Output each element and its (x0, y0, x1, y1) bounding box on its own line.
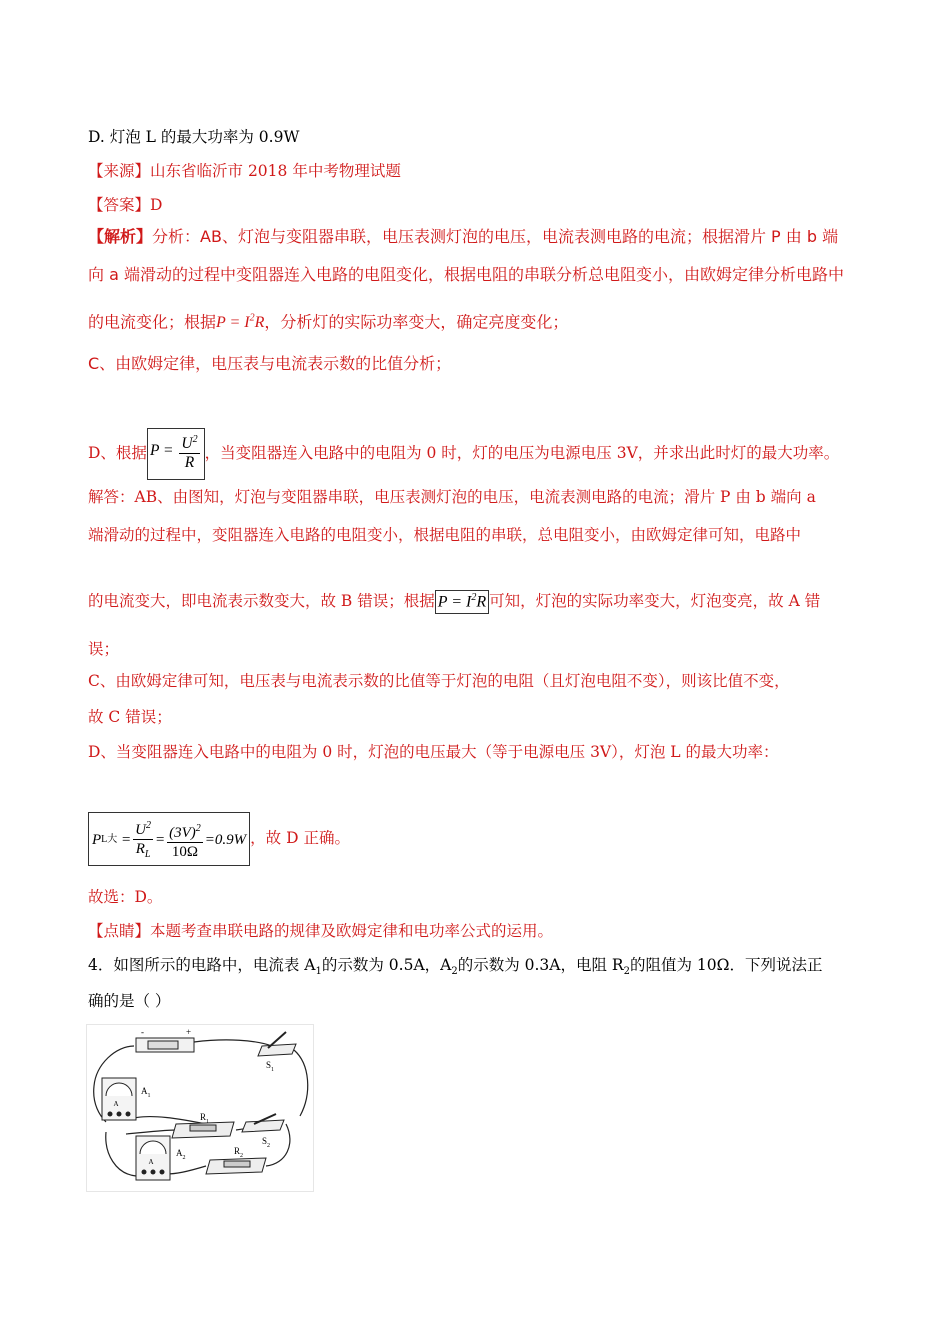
analysis-line-3-pre: 的电流变化；根据 (88, 312, 217, 332)
solution-line-1: 解答：AB、由图知，灯泡与变阻器串联，电压表测灯泡的电压，电流表测电路的电流；滑片 P 由 b 端向 a (88, 488, 816, 506)
analysis-line-5-post: ，当变阻器连入电路中的电阻为 0 时，灯的电压为电源电压 3V，并求出此时灯的最大功率。 (204, 444, 840, 462)
comment-label: 【点睛】 (88, 922, 151, 940)
question-4-line-1: 4．如图所示的电路中，电流表 $A_1$的示数为 0.5A，$A_2$的示数为 0.3A，电阻 $R_2$的阻值为 10Ω．下列说法正 (88, 956, 823, 978)
analysis-line-3 (88, 308, 568, 334)
analysis-text-1: 分析：AB、灯泡与变阻器串联，电压表测灯泡的电压，电流表测电路的电流；根据滑片 P 由 b 端 (152, 227, 839, 246)
s1-label: $S_1$ (266, 1060, 275, 1073)
formula-pl-frac-1: $\frac{U^2}{R_L}$ (133, 817, 153, 864)
solution-line-5: C、由欧姆定律可知，电压表与电流表示数的比值等于灯泡的电阻（且灯泡电阻不变），则该比值不变， (88, 672, 790, 690)
analysis-line-5 (88, 424, 839, 482)
a2-meter-face-label: A (148, 1158, 154, 1166)
source-label: 【来源】 (88, 162, 151, 180)
option-d: D. 灯泡 L 的最大功率为 0.9W (88, 128, 300, 146)
solution-line-8 (88, 810, 350, 866)
analysis-label: 【解析】 (88, 227, 153, 246)
ammeter-a1-icon (102, 1078, 136, 1120)
circuit-diagram (86, 1024, 314, 1192)
source-line (88, 160, 401, 182)
source-text: 山东省临沂市 2018 年中考物理试题 (150, 162, 401, 180)
formula-p-u2r-frac: $\frac{U^2}{R}$ (179, 431, 199, 472)
formula-p-i2r: $P = I^2R$ (435, 590, 489, 613)
solution-choice: 故选：D。 (88, 888, 163, 906)
battery-plus-label: + (186, 1027, 192, 1037)
r2-label: $R_2$ (234, 1146, 244, 1159)
solution-line-3-pre: 的电流变大，即电流表示数变大，故 B 错误；根据 (88, 592, 435, 610)
solution-line-3 (88, 588, 820, 614)
battery-minus-label: - (141, 1027, 144, 1037)
analysis-line-2: 向 a 端滑动的过程中变阻器连入电路的电阻变化，根据电阻的串联分析总电阻变小，由欧姆定律分析电路中 (88, 265, 844, 284)
a1-label: $A_1$ (141, 1086, 151, 1099)
resistor-r2-icon (206, 1158, 266, 1174)
a1-meter-face-label: A (113, 1100, 119, 1108)
analysis-line-3-post: ，分析灯的实际功率变大，确定亮度变化； (264, 312, 569, 332)
solution-line-3-post: 可知，灯泡的实际功率变大，灯泡变亮，故 A 错 (489, 592, 821, 610)
battery-icon (136, 1038, 194, 1052)
solution-line-6: 故 C 错误； (88, 708, 172, 726)
answer-line (88, 194, 162, 216)
comment-text: 本题考查串联电路的规律及欧姆定律和电功率公式的运用。 (150, 922, 554, 940)
solution-line-2: 端滑动的过程中，变阻器连入电路的电阻变小，根据电阻的串联，总电阻变小，由欧姆定律可知，电路中 (88, 526, 802, 544)
solution-line-4: 误； (88, 640, 120, 658)
answer-text: D (150, 196, 163, 214)
question-4-number: 4． (88, 956, 114, 974)
comment-line (88, 920, 553, 942)
formula-p-i2r-inline: $P = I^2R$ (216, 313, 265, 332)
r1-label: $R_1$ (200, 1112, 210, 1125)
formula-pl-max: P L大 = $\frac{U^2}{R_L}$ = $\frac{(3V)^2}{10\Omega}$ = 0.9W (88, 812, 250, 866)
s2-label: $S_2$ (262, 1136, 271, 1149)
analysis-line-4: C、由欧姆定律，电压表与电流表示数的比值分析； (88, 354, 452, 373)
resistor-r1-icon (172, 1122, 234, 1138)
analysis-line-1 (88, 226, 838, 248)
analysis-line-5-pre: D、根据 (88, 444, 147, 462)
solution-line-7: D、当变阻器连入电路中的电阻为 0 时，灯泡的电压最大（等于电源电压 3V），灯泡 L 的最大功率： (88, 743, 779, 761)
answer-label: 【答案】 (88, 196, 151, 214)
a2-label: $A_2$ (176, 1148, 186, 1161)
solution-line-8-post: ，故 D 正确。 (250, 829, 350, 847)
formula-pl-frac-2: $\frac{(3V)^2}{10\Omega}$ (167, 820, 203, 861)
formula-p-u2r: P = $\frac{U^2}{R}$ (147, 428, 205, 480)
question-4-line-2: 确的是（ ） (88, 992, 171, 1010)
